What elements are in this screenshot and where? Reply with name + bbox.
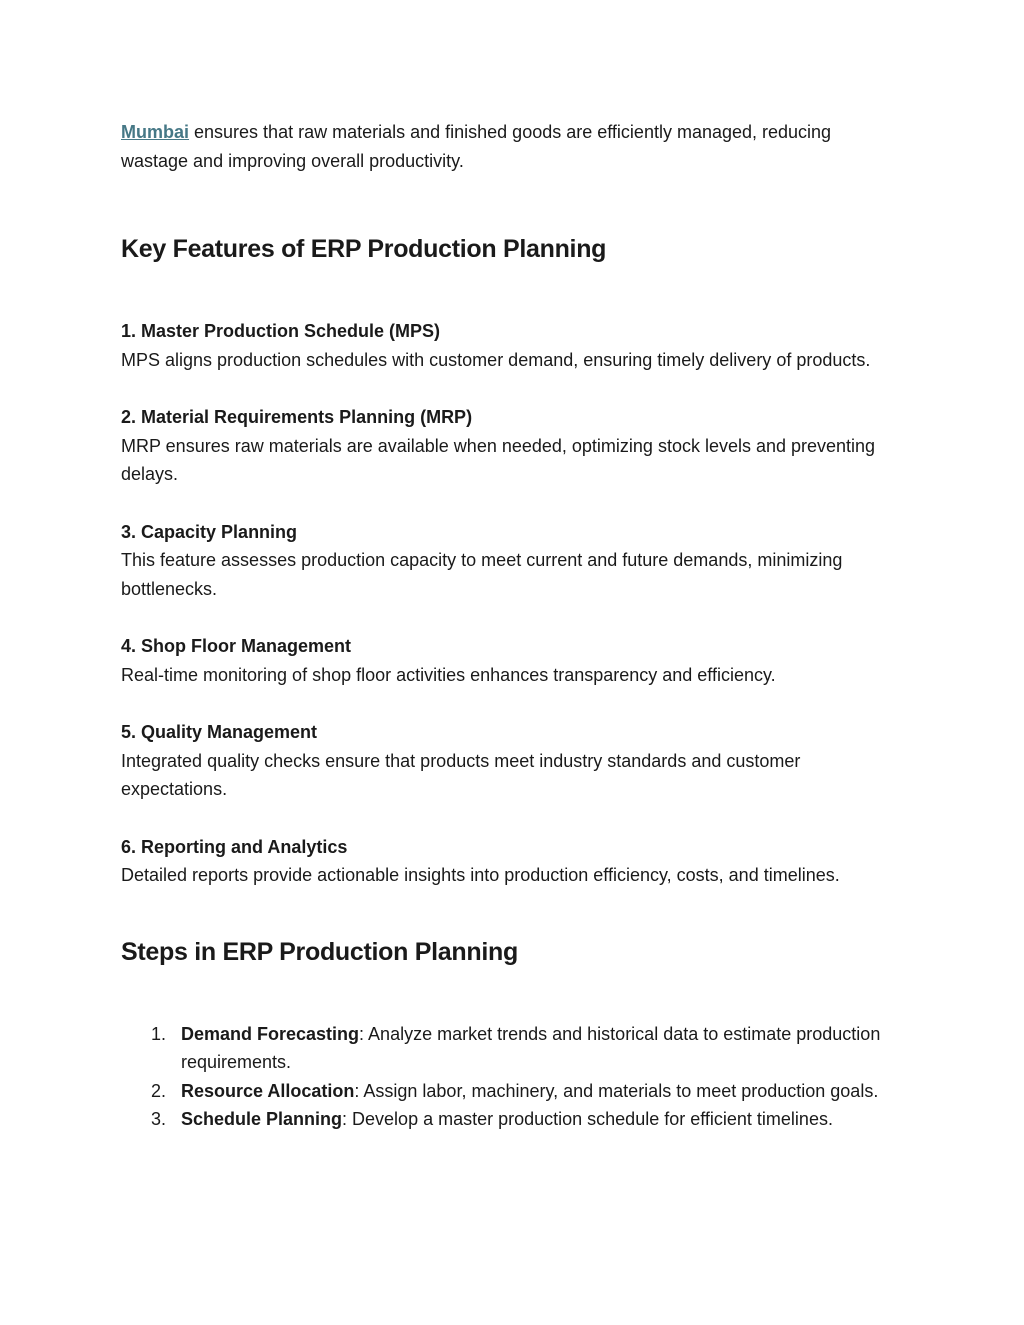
step-item: [121, 1077, 901, 1106]
feature-description: This feature assesses production capacity to meet current and future demands, minimizing bottlenecks.: [121, 550, 843, 599]
step-item: [121, 1020, 901, 1077]
feature-item: [121, 317, 901, 374]
step-description: : Assign labor, machinery, and materials to meet production goals.: [354, 1080, 879, 1101]
feature-title: 5. Quality Management: [121, 722, 318, 742]
feature-description: Real-time monitoring of shop floor activities enhances transparency and efficiency.: [121, 664, 776, 685]
intro-text: ensures that raw materials and finished goods are efficiently managed, reducing wastage and improving overall productivity.: [121, 122, 832, 171]
step-title: Demand Forecasting: [181, 1023, 360, 1044]
feature-item: [121, 403, 901, 489]
features-heading: Key Features of ERP Production Planning: [121, 235, 607, 263]
feature-description: MPS aligns production schedules with customer demand, ensuring timely delivery of products.: [121, 349, 871, 370]
document-content: [121, 118, 901, 1134]
steps-list: [121, 1020, 901, 1134]
feature-title: 2. Material Requirements Planning (MRP): [121, 407, 473, 427]
step-item: [121, 1105, 901, 1134]
feature-item: [121, 833, 901, 890]
steps-heading: Steps in ERP Production Planning: [121, 937, 518, 966]
mumbai-link[interactable]: Mumbai: [121, 122, 190, 142]
feature-description: Integrated quality checks ensure that products meet industry standards and customer expectations.: [121, 750, 801, 799]
feature-item: [121, 632, 901, 689]
feature-description: MRP ensures raw materials are available when needed, optimizing stock levels and preventing delays.: [121, 435, 876, 484]
step-description: : Analyze market trends and historical data to estimate production requirements.: [181, 1023, 881, 1072]
feature-title: 1. Master Production Schedule (MPS): [121, 321, 441, 341]
feature-item: [121, 518, 901, 604]
feature-title: 4. Shop Floor Management: [121, 636, 352, 656]
step-number: 1.: [151, 1023, 167, 1044]
feature-title: 3. Capacity Planning: [121, 521, 298, 542]
features-list: [121, 317, 901, 890]
feature-title: 6. Reporting and Analytics: [121, 836, 348, 857]
feature-item: [121, 718, 901, 804]
step-number: 2.: [151, 1080, 167, 1101]
step-number: 3.: [151, 1109, 167, 1129]
step-description: : Develop a master production schedule for efficient timelines.: [342, 1109, 833, 1129]
step-title: Resource Allocation: [181, 1080, 355, 1101]
step-title: Schedule Planning: [181, 1109, 343, 1129]
intro-paragraph: [121, 118, 901, 175]
feature-description: Detailed reports provide actionable insights into production efficiency, costs, and timelines.: [121, 865, 840, 885]
